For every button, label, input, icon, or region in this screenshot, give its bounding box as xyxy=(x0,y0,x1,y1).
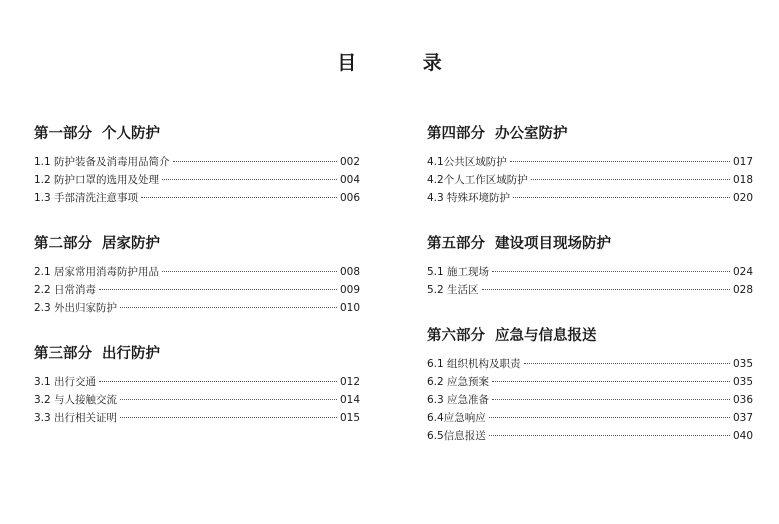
entry-page: 018 xyxy=(732,174,753,186)
section-heading xyxy=(34,344,360,364)
toc-entry[interactable] xyxy=(427,263,753,281)
entry-label: 6.3 应急准备 xyxy=(427,394,490,406)
entry-page: 010 xyxy=(339,302,360,314)
toc-section-part-3 xyxy=(34,344,360,427)
entry-label: 1.2 防护口罩的选用及处理 xyxy=(34,174,160,186)
part-title: 建设项目现场防护 xyxy=(495,236,611,252)
dot-leader xyxy=(492,271,730,272)
toc-entry[interactable] xyxy=(427,281,753,299)
entry-label: 1.3 手部清洗注意事项 xyxy=(34,192,139,204)
entry-page: 002 xyxy=(339,156,360,168)
dot-leader xyxy=(510,161,730,162)
toc-entry[interactable] xyxy=(34,373,360,391)
entry-page: 036 xyxy=(732,394,753,406)
part-title: 个人防护 xyxy=(102,126,160,142)
toc-entry[interactable] xyxy=(34,391,360,409)
toc-section-part-4 xyxy=(427,124,753,207)
part-title: 居家防护 xyxy=(102,236,160,252)
entry-label: 1.1 防护装备及消毒用品简介 xyxy=(34,156,170,168)
entry-label: 4.2个人工作区域防护 xyxy=(427,174,528,186)
entry-page: 035 xyxy=(732,376,753,388)
toc-entry[interactable] xyxy=(427,409,753,427)
entry-label: 2.1 居家常用消毒防护用品 xyxy=(34,266,160,278)
part-number: 第二部分 xyxy=(34,236,92,252)
toc-entry[interactable] xyxy=(427,373,753,391)
dot-leader xyxy=(524,363,730,364)
part-number: 第五部分 xyxy=(427,236,485,252)
toc-entry[interactable] xyxy=(427,189,753,207)
toc-left-column xyxy=(34,124,360,454)
part-number: 第六部分 xyxy=(427,328,485,344)
entry-label: 2.3 外出归家防护 xyxy=(34,302,118,314)
dot-leader xyxy=(120,417,337,418)
dot-leader xyxy=(531,179,730,180)
toc-entry[interactable] xyxy=(34,153,360,171)
section-heading xyxy=(427,234,753,254)
entry-page: 009 xyxy=(339,284,360,296)
entry-label: 6.2 应急预案 xyxy=(427,376,490,388)
dot-leader xyxy=(141,197,337,198)
entry-label: 6.5信息报送 xyxy=(427,430,486,442)
toc-entry[interactable] xyxy=(34,189,360,207)
part-title: 应急与信息报送 xyxy=(495,328,597,344)
toc-entry[interactable] xyxy=(427,355,753,373)
entry-page: 004 xyxy=(339,174,360,186)
dot-leader xyxy=(99,289,337,290)
toc-right-column xyxy=(427,124,753,472)
entry-page: 017 xyxy=(732,156,753,168)
part-number: 第四部分 xyxy=(427,126,485,142)
entry-page: 008 xyxy=(339,266,360,278)
part-title: 出行防护 xyxy=(102,346,160,362)
entry-label: 3.2 与人接触交流 xyxy=(34,394,118,406)
entry-page: 012 xyxy=(339,376,360,388)
entry-page: 028 xyxy=(732,284,753,296)
toc-entry[interactable] xyxy=(34,171,360,189)
dot-leader xyxy=(489,435,730,436)
dot-leader xyxy=(120,399,337,400)
entry-page: 037 xyxy=(732,412,753,424)
section-heading xyxy=(34,124,360,144)
dot-leader xyxy=(513,197,730,198)
dot-leader xyxy=(492,399,730,400)
dot-leader xyxy=(99,381,337,382)
toc-entry[interactable] xyxy=(427,427,753,445)
toc-entry[interactable] xyxy=(34,409,360,427)
dot-leader xyxy=(120,307,337,308)
entry-page: 020 xyxy=(732,192,753,204)
entry-page: 014 xyxy=(339,394,360,406)
dot-leader xyxy=(492,381,730,382)
toc-entry[interactable] xyxy=(34,281,360,299)
entry-label: 5.2 生活区 xyxy=(427,284,479,296)
entry-label: 4.1公共区域防护 xyxy=(427,156,507,168)
entry-label: 6.1 组织机构及职责 xyxy=(427,358,521,370)
part-title: 办公室防护 xyxy=(495,126,568,142)
entry-label: 5.1 施工现场 xyxy=(427,266,490,278)
part-number: 第三部分 xyxy=(34,346,92,362)
section-heading xyxy=(427,124,753,144)
toc-entry[interactable] xyxy=(427,153,753,171)
section-heading xyxy=(34,234,360,254)
part-number: 第一部分 xyxy=(34,126,92,142)
dot-leader xyxy=(162,179,337,180)
section-heading xyxy=(427,326,753,346)
entry-page: 015 xyxy=(339,412,360,424)
toc-section-part-1 xyxy=(34,124,360,207)
entry-page: 035 xyxy=(732,358,753,370)
toc-entry[interactable] xyxy=(427,391,753,409)
toc-section-part-2 xyxy=(34,234,360,317)
dot-leader xyxy=(482,289,730,290)
toc-section-part-5 xyxy=(427,234,753,299)
entry-label: 4.3 特殊环境防护 xyxy=(427,192,511,204)
entry-label: 2.2 日常消毒 xyxy=(34,284,97,296)
entry-label: 3.3 出行相关证明 xyxy=(34,412,118,424)
entry-page: 024 xyxy=(732,266,753,278)
entry-page: 040 xyxy=(732,430,753,442)
toc-entry[interactable] xyxy=(427,171,753,189)
toc-entry[interactable] xyxy=(34,299,360,317)
dot-leader xyxy=(173,161,337,162)
entry-label: 6.4应急响应 xyxy=(427,412,486,424)
entry-page: 006 xyxy=(339,192,360,204)
entry-label: 3.1 出行交通 xyxy=(34,376,97,388)
dot-leader xyxy=(489,417,730,418)
toc-section-part-6 xyxy=(427,326,753,445)
page-title: 目 录 xyxy=(337,52,472,74)
dot-leader xyxy=(162,271,337,272)
toc-entry[interactable] xyxy=(34,263,360,281)
